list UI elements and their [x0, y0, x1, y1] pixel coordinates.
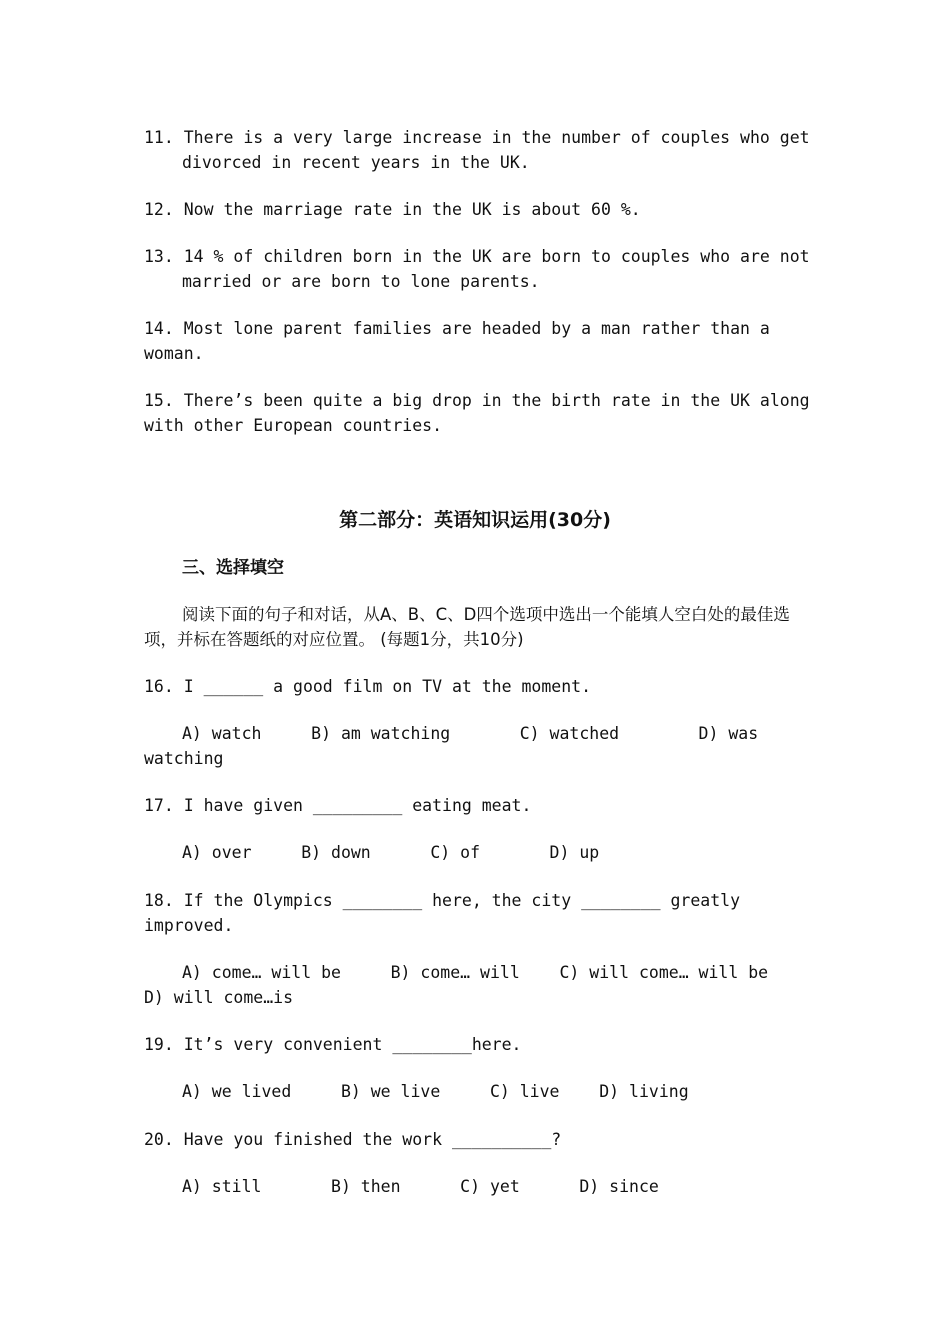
question-20: 20. Have you finished the work __________? [144, 1130, 562, 1149]
question-20-options: A) still B) then C) yet D) since [182, 1177, 659, 1196]
instructions: 阅读下面的句子和对话，从A、B、C、D四个选项中选出一个能填人空白处的最佳选项，并标在答题纸的对应位置。 (每题1分，共10分) [144, 605, 790, 649]
statement-14-line-1: 14. Most lone parent families are headed by a man rather than a [144, 319, 770, 338]
statement-15-line-2: with other European countries. [144, 416, 443, 435]
question-19-options: A) we lived B) we live C) live D) living [182, 1082, 689, 1101]
question-18-options: A) come… will be B) come… will C) will come… will be [182, 963, 769, 982]
question-17-options: A) over B) down C) of D) up [182, 843, 600, 862]
question-17: 17. I have given _________ eating meat. [144, 796, 532, 815]
question-18-line-1: 18. If the Olympics ________ here, the city ________ greatly [144, 891, 741, 910]
part-title: 第二部分：英语知识运用(30分) [339, 509, 611, 531]
section-title: 三、选择填空 [182, 558, 284, 578]
question-16: 16. I ______ a good film on TV at the moment. [144, 677, 592, 696]
question-19: 19. It’s very convenient ________here. [144, 1035, 522, 1054]
statement-13-line-2: married or are born to lone parents. [182, 272, 540, 291]
question-16-options-wrap: watching [144, 749, 224, 768]
question-16-options: A) watch B) am watching C) watched D) was [182, 724, 759, 743]
statement-14-line-2: woman. [144, 344, 204, 363]
statement-11-line-1: 11. There is a very large increase in the number of couples who get [144, 128, 810, 147]
question-18-options-wrap: D) will come…is [144, 988, 294, 1007]
statement-13-line-1: 13. 14 % of children born in the UK are born to couples who are not [144, 247, 810, 266]
statement-11-line-2: divorced in recent years in the UK. [182, 153, 530, 172]
statement-15-line-1: 15. There’s been quite a big drop in the birth rate in the UK along [144, 391, 810, 410]
statement-12: 12. Now the marriage rate in the UK is about 60 %. [144, 200, 641, 219]
question-18-line-2: improved. [144, 916, 234, 935]
